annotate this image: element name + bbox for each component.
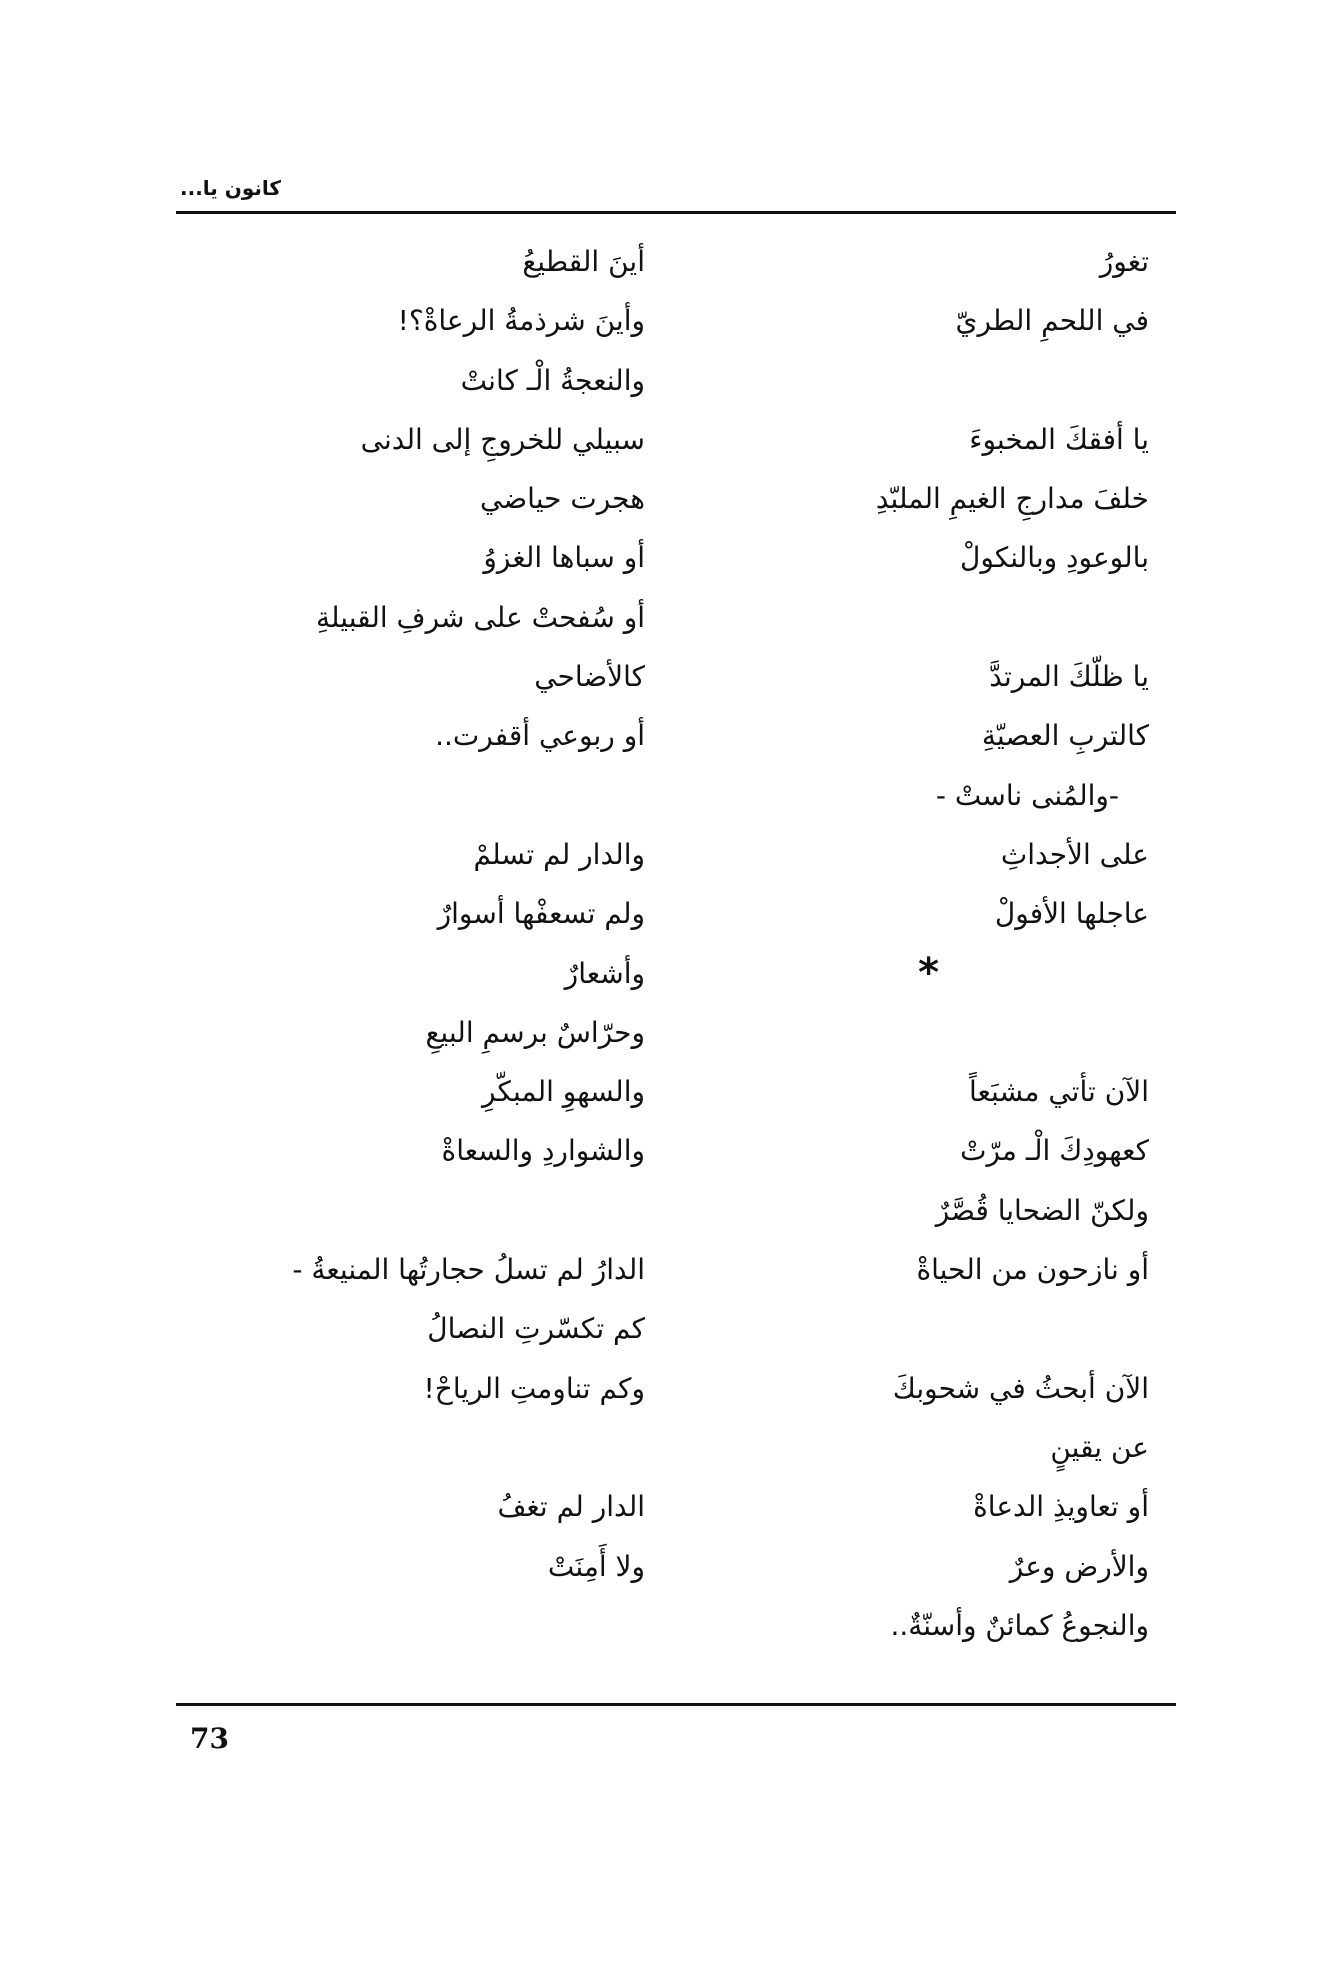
- poem-line: هجرت حياضي: [480, 482, 645, 516]
- poem-line: أو ربوعي أقفرت..: [435, 719, 645, 753]
- poem-line: والأرض وعرٌ: [1009, 1549, 1149, 1583]
- poem-line: أو نازحون من الحياةْ: [916, 1253, 1149, 1287]
- running-header: كانون يا...: [180, 176, 282, 200]
- poem-column-left: [205, 232, 645, 1596]
- poem-line: كالأضاحي: [534, 660, 645, 694]
- header-rule: [176, 211, 1176, 214]
- poem-line: في اللحمِ الطريّ: [955, 304, 1149, 338]
- poem-line: ولم تسعفْها أسوارٌ: [437, 897, 645, 931]
- poem-line: كعهودِكَ الْـ مرّتْ: [960, 1134, 1149, 1168]
- poem-line: ولكنّ الضحايا قُصَّرٌ: [935, 1193, 1149, 1227]
- poem-line: -والمُنى ناستْ -: [935, 778, 1119, 812]
- poem-line: والنعجةُ الْـ كانتْ: [460, 363, 645, 397]
- poem-line: سبيلي للخروجِ إلى الدنى: [360, 422, 645, 456]
- poem-line: والسهوِ المبكّرِ: [482, 1075, 645, 1109]
- poem-line: الدار لم تغفُ: [497, 1490, 645, 1524]
- footer-rule: [176, 1703, 1176, 1706]
- poem-line: كم تكسّرتِ النصالُ: [427, 1312, 645, 1346]
- poem-line: الدارُ لم تسلُ حجارتُها المنيعةُ -: [292, 1253, 645, 1287]
- poem-line: والشواردِ والسعاةْ: [441, 1134, 645, 1168]
- poem-column-right: [829, 232, 1149, 1655]
- poem-line: ولا أَمِنَتْ: [547, 1549, 645, 1583]
- poem-line: عاجلها الأفولْ: [994, 897, 1149, 931]
- poem-line: عن يقينٍ: [1050, 1430, 1149, 1464]
- poem-line: [829, 1299, 1149, 1358]
- poem-line: والدار لم تسلمْ: [473, 837, 645, 871]
- page-number: 73: [190, 1722, 229, 1755]
- poem-line: الآن أبحثُ في شحوبكَ: [892, 1371, 1149, 1405]
- poem-line: الآن تأتي مشبَعاً: [968, 1075, 1149, 1109]
- poem-line: والنجوعُ كمائنٌ وأسنّةٌ..: [890, 1608, 1149, 1642]
- poem-line: خلفَ مدارجِ الغيمِ الملبّدِ: [875, 482, 1149, 516]
- poem-line: تغورُ: [1099, 245, 1149, 278]
- poem-line: [829, 351, 1149, 410]
- poem-line: وأينَ شرذمةُ الرعاةْ؟!: [397, 304, 645, 338]
- poem-line: أينَ القطيعُ: [522, 245, 645, 278]
- poem-line: يا أفقكَ المخبوءَ: [969, 422, 1149, 456]
- poem-line: وكم تناومتِ الرياحْ!: [423, 1371, 645, 1405]
- poem-line: [205, 1181, 645, 1240]
- poem-line: بالوعودِ وبالنكولْ: [960, 541, 1149, 575]
- poem-line: يا ظلّكَ المرتدَّ: [989, 660, 1149, 694]
- poem-line: وحرّاسٌ برسمِ البيعِ: [425, 1015, 645, 1049]
- poem-line: أو سباها الغزوُ: [483, 541, 645, 575]
- poem-line: [829, 1003, 1149, 1062]
- section-asterisk: *: [918, 949, 939, 996]
- poem-line: [205, 766, 645, 825]
- poem-line: كالتربِ العصيّةِ: [981, 719, 1149, 753]
- poem-line: [829, 588, 1149, 647]
- poem-line: على الأجداثِ: [1000, 837, 1149, 871]
- poem-line: أو سُفحتْ على شرفِ القبيلةِ: [316, 600, 645, 634]
- poem-line: وأشعارٌ: [564, 956, 645, 990]
- poem-line: [205, 1418, 645, 1477]
- poem-line: أو تعاويذِ الدعاةْ: [973, 1490, 1149, 1524]
